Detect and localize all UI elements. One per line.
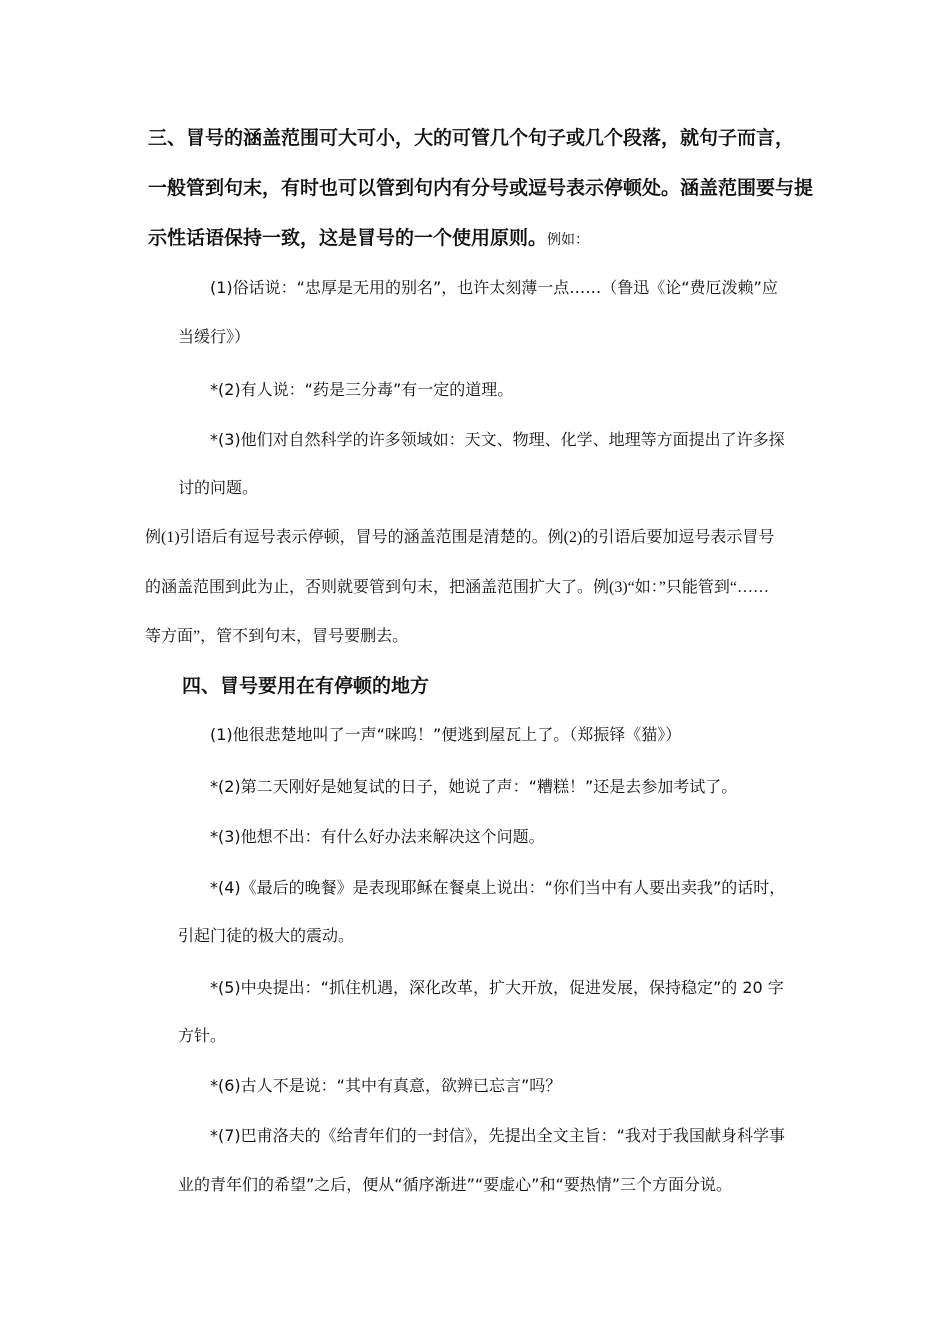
item-5-line-2: 方针。 bbox=[178, 1026, 227, 1045]
section3-for-example: 例如： bbox=[547, 233, 590, 248]
section3-paragraph-line-2: 一般管到句末，有时也可以管到句内有分号或逗号表示停顿处。涵盖范围要与提 bbox=[148, 178, 814, 199]
item-4-line-2: 引起门徒的极大的震动。 bbox=[178, 926, 355, 945]
item-7-line-1: *(7)巴甫洛夫的《给青年们的一封信》，先提出全文主旨：“我对于我国献身科学事 bbox=[210, 1126, 785, 1145]
item-5-line-1: *(5)中央提出：“抓住机遇，深化改革，扩大开放，促进发展，保持稳定”的 20 字 bbox=[210, 978, 784, 997]
item-3-line-1: *(3)他想不出：有什么好办法来解决这个问题。 bbox=[210, 827, 545, 846]
item-1-line-1: (1)他很悲楚地叫了一声“咪呜！”便逃到屋瓦上了。（郑振铎《猫》） bbox=[210, 725, 682, 744]
example-1-line-2: 当缓行》） bbox=[178, 327, 251, 346]
item-2-line-1: *(2)第二天刚好是她复试的日子，她说了声：“糟糕！”还是去参加考试了。 bbox=[210, 777, 738, 796]
example-2-line-1: *(2)有人说：“药是三分毒”有一定的道理。 bbox=[210, 380, 514, 399]
section3-paragraph-line-1: 三、冒号的涵盖范围可大可小，大的可管几个句子或几个段落，就句子而言， bbox=[148, 128, 795, 149]
explanation-line-3: 等方面”，管不到句末，冒号要删去。 bbox=[145, 628, 409, 645]
section3-paragraph-text: 示性话语保持一致，这是冒号的一个使用原则。 bbox=[148, 228, 548, 249]
item-6-line-1: *(6)古人不是说：“其中有真意，欲辨已忘言”吗？ bbox=[210, 1076, 562, 1095]
example-3-line-1: *(3)他们对自然科学的许多领域如：天文、物理、化学、地理等方面提出了许多探 bbox=[210, 430, 785, 449]
item-7-line-2: 业的青年们的希望”之后，便从“循序渐进”“要虚心”和“要热情”三个方面分说。 bbox=[178, 1175, 733, 1194]
explanation-line-2: 的涵盖范围到此为止，否则就要管到句末，把涵盖范围扩大了。例(3)“如：”只能管到“…… bbox=[145, 579, 769, 596]
section4-heading: 四、冒号要用在有停顿的地方 bbox=[182, 676, 430, 697]
example-1-line-1: (1)俗话说：“忠厚是无用的别名”，也许太刻薄一点……（鲁迅《论“费厄泼赖”应 bbox=[210, 278, 778, 297]
section3-paragraph-line-3 bbox=[148, 229, 589, 248]
example-3-line-2: 讨的问题。 bbox=[178, 478, 259, 497]
explanation-line-1: 例(1)引语后有逗号表示停顿，冒号的涵盖范围是清楚的。例(2)的引语后要加逗号表示冒号 bbox=[145, 529, 775, 546]
item-4-line-1: *(4)《最后的晚餐》是表现耶稣在餐桌上说出：“你们当中有人要出卖我”的话时， bbox=[210, 878, 786, 897]
